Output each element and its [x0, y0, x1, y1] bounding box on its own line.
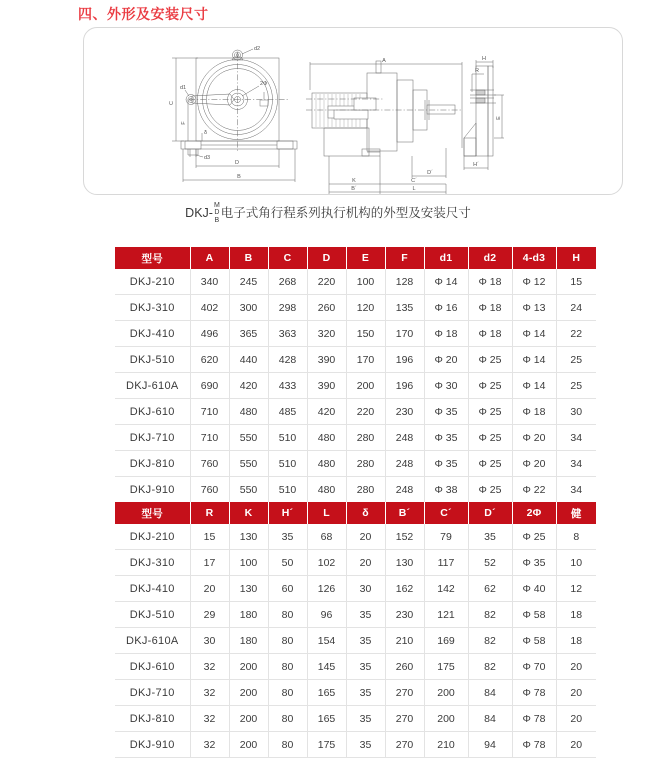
value-cell: 710 [190, 399, 229, 425]
value-cell: 34 [556, 477, 596, 503]
caption-variant-m: M [213, 202, 220, 209]
model-cell: DKJ-610A [115, 628, 190, 654]
column-header: A [190, 247, 229, 269]
column-header: 健 [556, 502, 596, 524]
caption-prefix: DKJ- [185, 206, 213, 221]
value-cell: 210 [385, 628, 424, 654]
value-cell: 117 [424, 550, 468, 576]
model-cell: DKJ-610A [115, 373, 190, 399]
value-cell: 480 [229, 399, 268, 425]
value-cell: 18 [556, 602, 596, 628]
value-cell: 154 [307, 628, 346, 654]
value-cell: 17 [190, 550, 229, 576]
value-cell: Φ 35 [424, 451, 468, 477]
column-header: δ [346, 502, 385, 524]
column-header: D´ [468, 502, 512, 524]
value-cell: 35 [468, 524, 512, 550]
value-cell: 248 [385, 425, 424, 451]
value-cell: 280 [346, 451, 385, 477]
value-cell: 35 [346, 732, 385, 758]
value-cell: 363 [268, 321, 307, 347]
value-cell: Φ 58 [512, 628, 556, 654]
svg-text:R: R [475, 68, 479, 74]
value-cell: 142 [424, 576, 468, 602]
value-cell: 196 [385, 347, 424, 373]
value-cell: Φ 20 [424, 347, 468, 373]
column-header: 2Φ [512, 502, 556, 524]
value-cell: 80 [268, 602, 307, 628]
table-row [115, 295, 596, 321]
value-cell: 12 [556, 576, 596, 602]
svg-text:A: A [382, 58, 386, 64]
value-cell: 428 [268, 347, 307, 373]
value-cell: 35 [346, 680, 385, 706]
value-cell: 96 [307, 602, 346, 628]
value-cell: 510 [268, 425, 307, 451]
value-cell: 8 [556, 524, 596, 550]
model-cell: DKJ-710 [115, 425, 190, 451]
value-cell: 15 [556, 269, 596, 295]
model-cell: DKJ-910 [115, 477, 190, 503]
table-row [115, 706, 596, 732]
column-header: d1 [424, 247, 468, 269]
value-cell: 20 [556, 706, 596, 732]
table-row [115, 451, 596, 477]
value-cell: Φ 20 [512, 451, 556, 477]
value-cell: 320 [307, 321, 346, 347]
value-cell: 169 [424, 628, 468, 654]
value-cell: Φ 30 [424, 373, 468, 399]
value-cell: 20 [190, 576, 229, 602]
svg-text:K: K [352, 178, 356, 184]
value-cell: 230 [385, 602, 424, 628]
value-cell: 25 [556, 347, 596, 373]
page-title: 四、外形及安装尺寸 [78, 6, 209, 22]
value-cell: 24 [556, 295, 596, 321]
column-header: R [190, 502, 229, 524]
value-cell: 420 [307, 399, 346, 425]
table-row [115, 321, 596, 347]
value-cell: Φ 12 [512, 269, 556, 295]
table-row [115, 732, 596, 758]
value-cell: 18 [556, 628, 596, 654]
value-cell: 150 [346, 321, 385, 347]
column-header: D [307, 247, 346, 269]
value-cell: 80 [268, 680, 307, 706]
diagram-caption [0, 203, 656, 225]
table-row [115, 399, 596, 425]
value-cell: 220 [346, 399, 385, 425]
value-cell: 25 [556, 373, 596, 399]
value-cell: 32 [190, 732, 229, 758]
column-header: L [307, 502, 346, 524]
value-cell: 100 [346, 269, 385, 295]
value-cell: Φ 16 [424, 295, 468, 321]
value-cell: 79 [424, 524, 468, 550]
value-cell: 260 [307, 295, 346, 321]
value-cell: Φ 18 [468, 269, 512, 295]
column-header: B [229, 247, 268, 269]
value-cell: 60 [268, 576, 307, 602]
value-cell: 10 [556, 550, 596, 576]
value-cell: 170 [346, 347, 385, 373]
value-cell: 230 [385, 399, 424, 425]
value-cell: 130 [229, 576, 268, 602]
svg-text:F: F [181, 121, 187, 125]
value-cell: Φ 18 [468, 295, 512, 321]
value-cell: Φ 18 [512, 399, 556, 425]
value-cell: 200 [229, 732, 268, 758]
value-cell: 260 [385, 654, 424, 680]
svg-text:2Φ: 2Φ [260, 81, 268, 87]
caption-variant-stack [214, 202, 220, 224]
value-cell: Φ 14 [512, 373, 556, 399]
svg-text:d3: d3 [204, 155, 211, 161]
value-cell: 496 [190, 321, 229, 347]
value-cell: 245 [229, 269, 268, 295]
value-cell: 270 [385, 680, 424, 706]
column-header: E [346, 247, 385, 269]
value-cell: 35 [346, 654, 385, 680]
caption-variant-d: D [214, 209, 220, 217]
dimensions-table-aux [115, 502, 596, 758]
model-cell: DKJ-710 [115, 680, 190, 706]
model-cell: DKJ-510 [115, 602, 190, 628]
value-cell: 130 [229, 524, 268, 550]
value-cell: 440 [229, 347, 268, 373]
value-cell: 94 [468, 732, 512, 758]
value-cell: Φ 35 [424, 399, 468, 425]
value-cell: 510 [268, 451, 307, 477]
value-cell: Φ 14 [424, 269, 468, 295]
value-cell: 35 [268, 524, 307, 550]
value-cell: 102 [307, 550, 346, 576]
value-cell: Φ 18 [424, 321, 468, 347]
value-cell: Φ 78 [512, 732, 556, 758]
value-cell: 20 [346, 550, 385, 576]
value-cell: 15 [190, 524, 229, 550]
value-cell: 82 [468, 654, 512, 680]
value-cell: 20 [556, 680, 596, 706]
svg-text:d2: d2 [254, 46, 261, 52]
value-cell: 80 [268, 628, 307, 654]
model-cell: DKJ-410 [115, 321, 190, 347]
table-row [115, 269, 596, 295]
value-cell: 130 [385, 550, 424, 576]
column-header: K [229, 502, 268, 524]
value-cell: Φ 40 [512, 576, 556, 602]
table-row [115, 654, 596, 680]
value-cell: Φ 14 [512, 321, 556, 347]
table-header-row [115, 502, 596, 524]
value-cell: Φ 25 [468, 451, 512, 477]
value-cell: 365 [229, 321, 268, 347]
model-cell: DKJ-310 [115, 550, 190, 576]
value-cell: Φ 25 [468, 373, 512, 399]
value-cell: Φ 70 [512, 654, 556, 680]
value-cell: 62 [468, 576, 512, 602]
column-header: C [268, 247, 307, 269]
value-cell: 84 [468, 680, 512, 706]
value-cell: 200 [229, 706, 268, 732]
value-cell: 480 [307, 451, 346, 477]
value-cell: 402 [190, 295, 229, 321]
svg-text:d1: d1 [180, 85, 187, 91]
value-cell: Φ 58 [512, 602, 556, 628]
value-cell: 270 [385, 706, 424, 732]
value-cell: 35 [346, 628, 385, 654]
value-cell: 121 [424, 602, 468, 628]
value-cell: 20 [556, 732, 596, 758]
column-header: F [385, 247, 424, 269]
value-cell: 30 [346, 576, 385, 602]
svg-text:L: L [412, 186, 416, 192]
model-cell: DKJ-810 [115, 706, 190, 732]
caption-variant-b: B [214, 216, 220, 224]
value-cell: 200 [229, 680, 268, 706]
value-cell: 29 [190, 602, 229, 628]
value-cell: 170 [385, 321, 424, 347]
value-cell: 340 [190, 269, 229, 295]
table-row [115, 628, 596, 654]
column-header: B´ [385, 502, 424, 524]
value-cell: Φ 35 [424, 425, 468, 451]
value-cell: 220 [307, 269, 346, 295]
value-cell: 20 [346, 524, 385, 550]
svg-text:D´: D´ [427, 170, 433, 176]
value-cell: 180 [229, 602, 268, 628]
value-cell: 200 [346, 373, 385, 399]
table-body [115, 269, 596, 503]
value-cell: 175 [307, 732, 346, 758]
value-cell: 550 [229, 425, 268, 451]
value-cell: 135 [385, 295, 424, 321]
value-cell: 420 [229, 373, 268, 399]
value-cell: Φ 25 [468, 399, 512, 425]
value-cell: 82 [468, 628, 512, 654]
table-header-row [115, 247, 596, 269]
value-cell: 100 [229, 550, 268, 576]
value-cell: Φ 78 [512, 680, 556, 706]
svg-text:E: E [496, 116, 502, 120]
value-cell: 80 [268, 706, 307, 732]
table-row [115, 373, 596, 399]
column-header: H´ [268, 502, 307, 524]
value-cell: 30 [556, 399, 596, 425]
value-cell: 32 [190, 706, 229, 732]
model-cell: DKJ-310 [115, 295, 190, 321]
svg-text:B´: B´ [351, 186, 357, 192]
value-cell: 30 [190, 628, 229, 654]
value-cell: Φ 18 [468, 321, 512, 347]
value-cell: 196 [385, 373, 424, 399]
value-cell: 300 [229, 295, 268, 321]
value-cell: 165 [307, 706, 346, 732]
value-cell: Φ 35 [512, 550, 556, 576]
value-cell: 280 [346, 477, 385, 503]
value-cell: 480 [307, 477, 346, 503]
value-cell: 248 [385, 451, 424, 477]
value-cell: Φ 25 [468, 347, 512, 373]
value-cell: 200 [424, 680, 468, 706]
value-cell: 710 [190, 425, 229, 451]
value-cell: 32 [190, 654, 229, 680]
value-cell: Φ 20 [512, 425, 556, 451]
value-cell: Φ 13 [512, 295, 556, 321]
value-cell: 34 [556, 425, 596, 451]
value-cell: 82 [468, 602, 512, 628]
value-cell: 390 [307, 347, 346, 373]
value-cell: 620 [190, 347, 229, 373]
table-row [115, 524, 596, 550]
table-row [115, 576, 596, 602]
svg-text:B: B [237, 174, 241, 180]
value-cell: 433 [268, 373, 307, 399]
table-row [115, 477, 596, 503]
column-header: H [556, 247, 596, 269]
svg-text:H: H [482, 56, 486, 62]
diagram-panel [83, 27, 623, 195]
outline-dimensions-drawing [84, 28, 624, 196]
model-cell: DKJ-210 [115, 524, 190, 550]
value-cell: 550 [229, 451, 268, 477]
value-cell: 210 [424, 732, 468, 758]
value-cell: 35 [346, 602, 385, 628]
value-cell: 35 [346, 706, 385, 732]
svg-text:D: D [235, 160, 239, 166]
value-cell: Φ 25 [468, 477, 512, 503]
value-cell: 80 [268, 654, 307, 680]
model-cell: DKJ-410 [115, 576, 190, 602]
value-cell: 20 [556, 654, 596, 680]
column-header: C´ [424, 502, 468, 524]
value-cell: 298 [268, 295, 307, 321]
value-cell: 480 [307, 425, 346, 451]
value-cell: 128 [385, 269, 424, 295]
caption-suffix: 电子式角行程系列执行机构的外型及安装尺寸 [220, 206, 471, 221]
value-cell: 760 [190, 451, 229, 477]
value-cell: 280 [346, 425, 385, 451]
column-header: 4-d3 [512, 247, 556, 269]
value-cell: 268 [268, 269, 307, 295]
value-cell: 34 [556, 451, 596, 477]
svg-text:H´: H´ [473, 162, 479, 168]
model-cell: DKJ-210 [115, 269, 190, 295]
svg-text:δ: δ [204, 130, 208, 136]
value-cell: 120 [346, 295, 385, 321]
table-body [115, 524, 596, 758]
value-cell: 550 [229, 477, 268, 503]
value-cell: Φ 14 [512, 347, 556, 373]
value-cell: 390 [307, 373, 346, 399]
table-row [115, 550, 596, 576]
model-cell: DKJ-610 [115, 654, 190, 680]
value-cell: 22 [556, 321, 596, 347]
value-cell: Φ 78 [512, 706, 556, 732]
value-cell: 52 [468, 550, 512, 576]
value-cell: 690 [190, 373, 229, 399]
value-cell: Φ 25 [468, 425, 512, 451]
column-header: d2 [468, 247, 512, 269]
value-cell: 180 [229, 628, 268, 654]
value-cell: 248 [385, 477, 424, 503]
svg-text:C: C [169, 101, 175, 105]
model-cell: DKJ-910 [115, 732, 190, 758]
value-cell: 162 [385, 576, 424, 602]
value-cell: 84 [468, 706, 512, 732]
value-cell: 510 [268, 477, 307, 503]
column-header: 型号 [115, 502, 190, 524]
value-cell: 32 [190, 680, 229, 706]
model-cell: DKJ-810 [115, 451, 190, 477]
value-cell: 175 [424, 654, 468, 680]
svg-text:C´: C´ [411, 178, 417, 184]
value-cell: 200 [424, 706, 468, 732]
value-cell: 68 [307, 524, 346, 550]
value-cell: 485 [268, 399, 307, 425]
model-cell: DKJ-610 [115, 399, 190, 425]
value-cell: 145 [307, 654, 346, 680]
value-cell: Φ 22 [512, 477, 556, 503]
table-row [115, 425, 596, 451]
table-row [115, 347, 596, 373]
model-cell: DKJ-510 [115, 347, 190, 373]
value-cell: 126 [307, 576, 346, 602]
value-cell: 152 [385, 524, 424, 550]
value-cell: Φ 38 [424, 477, 468, 503]
value-cell: 50 [268, 550, 307, 576]
value-cell: 200 [229, 654, 268, 680]
table-row [115, 680, 596, 706]
table-row [115, 602, 596, 628]
value-cell: 80 [268, 732, 307, 758]
value-cell: Φ 25 [512, 524, 556, 550]
value-cell: 165 [307, 680, 346, 706]
column-header: 型号 [115, 247, 190, 269]
value-cell: 270 [385, 732, 424, 758]
value-cell: 760 [190, 477, 229, 503]
dimensions-table-main [115, 247, 596, 503]
